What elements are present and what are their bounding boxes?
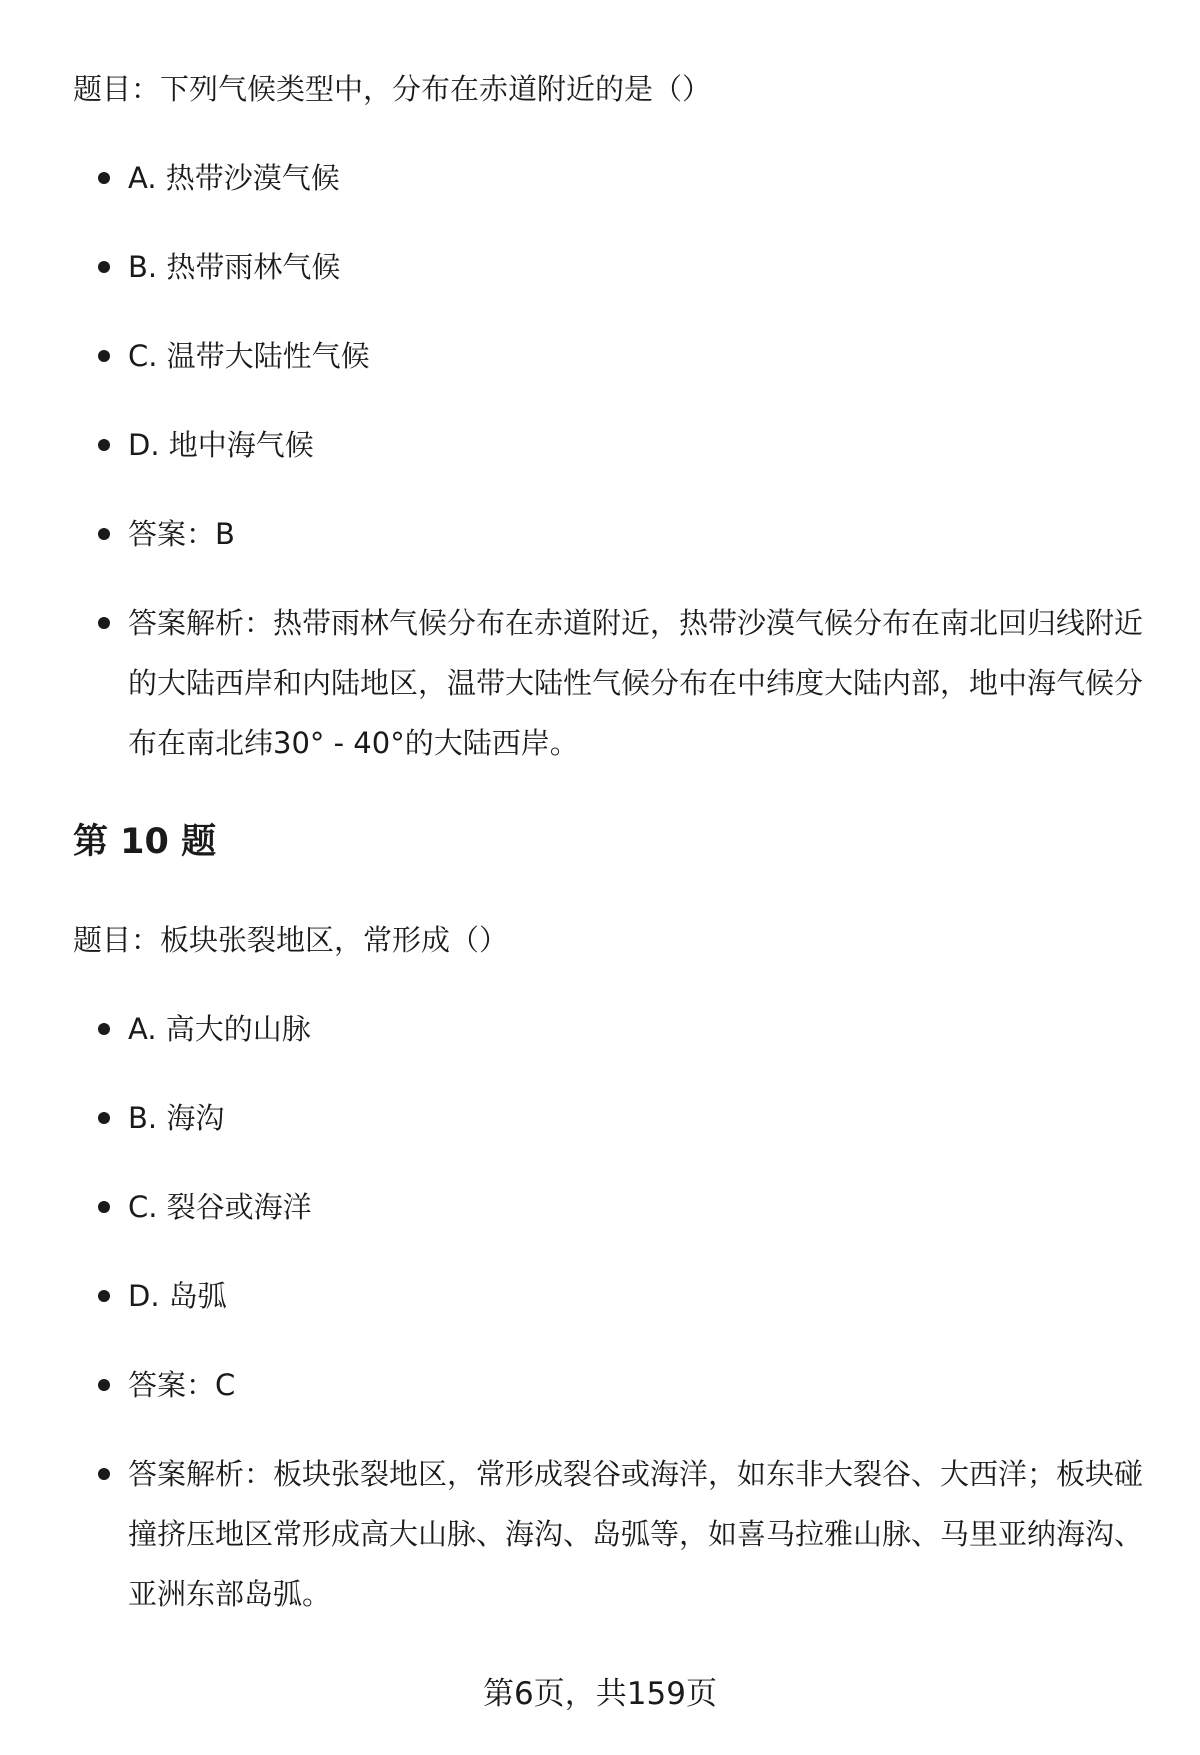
bullet-dot-icon xyxy=(98,439,110,451)
q9-option-c-text: C. 温带大陆性气候 xyxy=(128,339,370,373)
bullet-dot-icon xyxy=(98,528,110,540)
q10-question-text: 题目：板块张裂地区，常形成（） xyxy=(73,923,509,957)
q9-option-d-text: D. 地中海气候 xyxy=(128,428,314,462)
q9-question-text: 题目：下列气候类型中，分布在赤道附近的是（） xyxy=(73,72,712,106)
q10-explanation-text: 答案解析：板块张裂地区，常形成裂谷或海洋，如东非大裂谷、大西洋；板块碰撞挤压地区常形成高大山脉、海沟、岛弧等，如喜马拉雅山脉、马里亚纳海沟、亚洲东部岛弧。 xyxy=(128,1457,1144,1611)
q10-option-b-text: B. 海沟 xyxy=(128,1101,225,1135)
bullet-dot-icon xyxy=(98,1023,110,1035)
bullet-dot-icon xyxy=(98,1290,110,1302)
bullet-dot-icon xyxy=(98,1468,110,1480)
bullet-dot-icon xyxy=(98,350,110,362)
q10-heading: 第 10 题 xyxy=(73,822,217,862)
page-number-footer: 第6页，共159页 xyxy=(483,1676,717,1712)
bullet-dot-icon xyxy=(98,172,110,184)
q10-answer-text: 答案：C xyxy=(128,1368,236,1402)
q10-option-c-text: C. 裂谷或海洋 xyxy=(128,1190,312,1224)
q10-option-d-text: D. 岛弧 xyxy=(128,1279,227,1313)
bullet-dot-icon xyxy=(98,1112,110,1124)
q9-explanation-text: 答案解析：热带雨林气候分布在赤道附近，热带沙漠气候分布在南北回归线附近的大陆西岸和内陆地区，温带大陆性气候分布在中纬度大陆内部，地中海气候分布在南北纬30° - 40°的大陆西岸。 xyxy=(128,606,1144,760)
bullet-dot-icon xyxy=(98,1379,110,1391)
bullet-dot-icon xyxy=(98,261,110,273)
q9-option-b-text: B. 热带雨林气候 xyxy=(128,250,341,284)
q10-option-a-text: A. 高大的山脉 xyxy=(128,1012,311,1046)
q9-answer-text: 答案：B xyxy=(128,517,235,551)
bullet-dot-icon xyxy=(98,617,110,629)
q9-option-a-text: A. 热带沙漠气候 xyxy=(128,161,340,195)
bullet-dot-icon xyxy=(98,1201,110,1213)
